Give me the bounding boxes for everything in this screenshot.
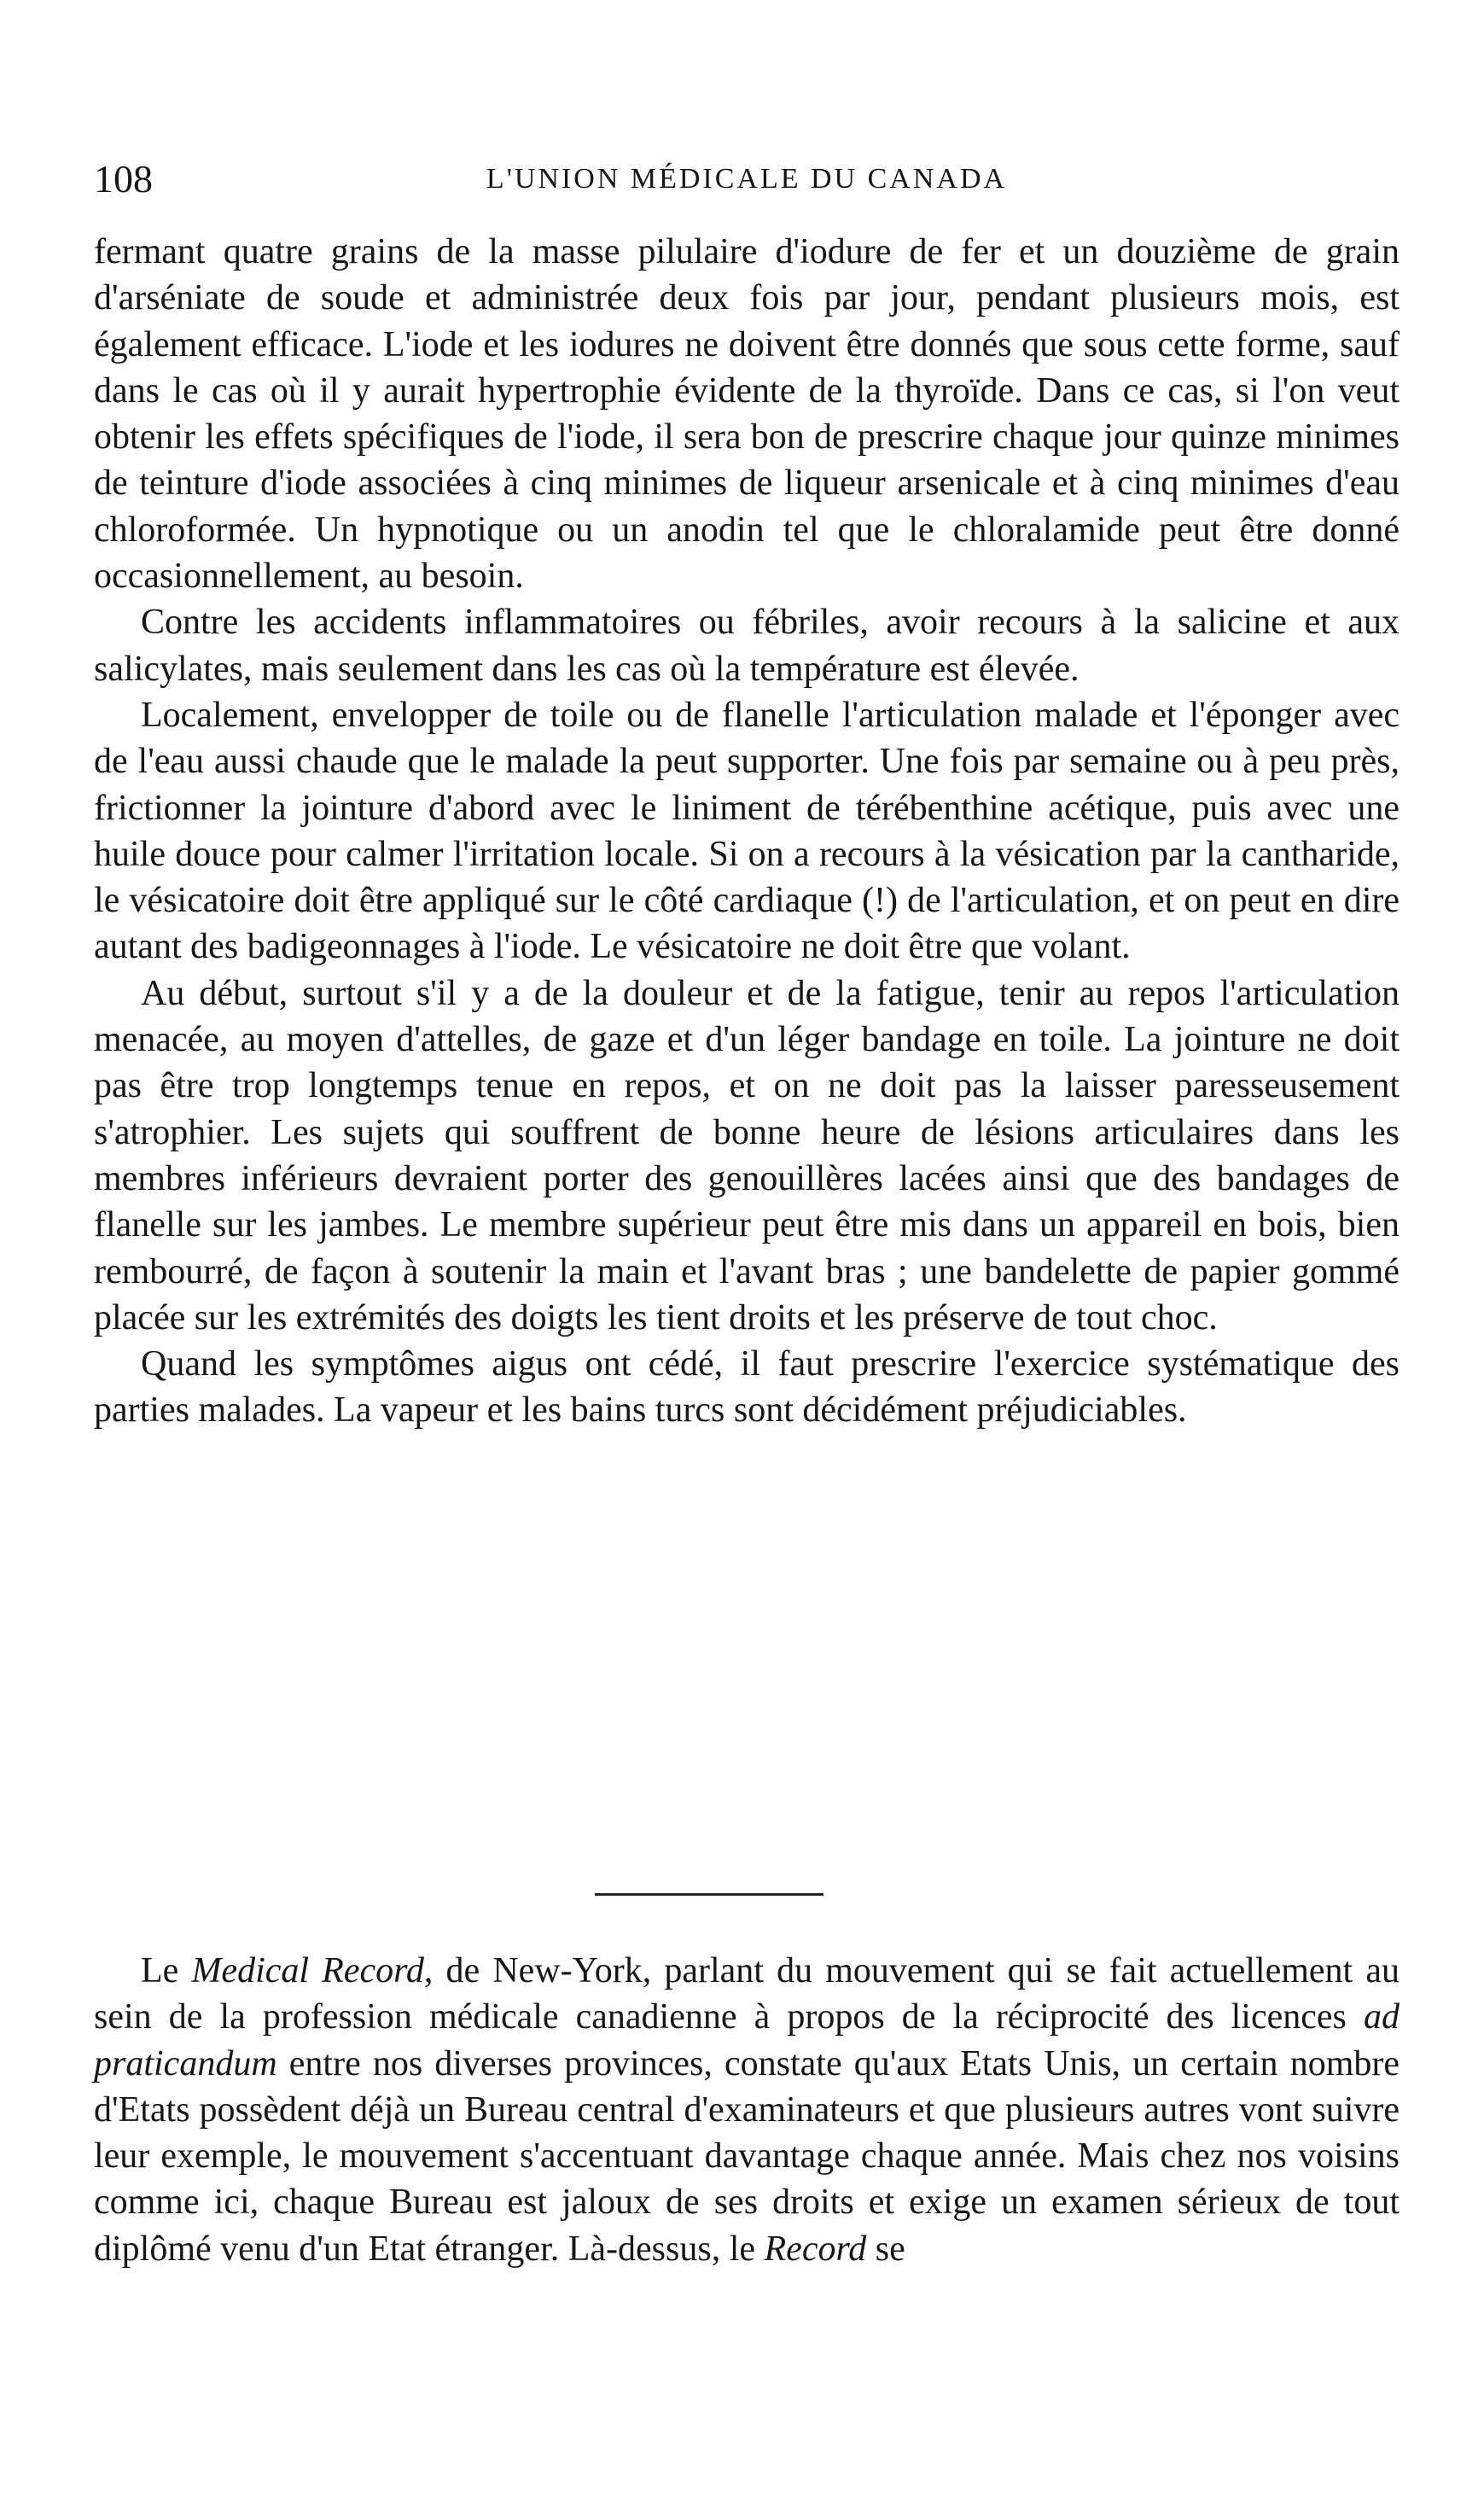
- text-run: entre nos diverses provinces, constate qu'aux Etats Unis, un certain nombre d'Etats possèdent déjà un Bureau central d'examinateurs et que plusieurs autres vont suivre leur exemple, le mouvement s'accentuant davantage chaque année. Mais chez nos voisins comme ici, chaque Bureau est jaloux de ses droits et exige un examen sérieux de tout diplômé venu d'un Etat étranger. Là-dessus, le: [94, 2043, 1400, 2269]
- journal-name-italic: Record: [764, 2229, 867, 2269]
- journal-title: L'UNION MÉDICALE DU CANADA: [486, 163, 1008, 195]
- latin-phrase-italic: ad praticandum: [94, 1997, 1400, 2083]
- journal-name-italic: Medical Record: [191, 1951, 424, 1990]
- text-run: , de New-York, parlant du mouvement qui se fait actuellement au sein de la profession médicale canadienne à propos de la réciprocité des licences: [94, 1951, 1400, 2037]
- running-head: [94, 154, 1400, 205]
- paragraph-rest-treatment: Au début, surtout s'il y a de la douleur et de la fatigue, tenir au repos l'articulation menacée, au moyen d'attelles, de gaze et d'un léger bandage en toile. La jointure ne doit pas être trop longtemps tenue en repos, et on ne doit pas la laisser paresseusement s'atrophier. Les sujets qui souffrent de bonne heure de lésions articulaires dans les membres inférieurs devraient porter des genouillères lacées ainsi que des bandages de flanelle sur les jambes. Le membre supérieur peut être mis dans un appareil en bois, bien rembourré, de façon à soutenir la main et l'avant bras ; une bandelette de papier gommé placée sur les extrémités des doigts les tient droits et les préserve de tout choc.: [94, 973, 1400, 1338]
- article-body: [94, 229, 1400, 1434]
- paragraph-continuation: fermant quatre grains de la masse pilulaire d'iodure de fer et un douzième de grain d'arséniate de soude et administrée deux fois par jour, pendant plusieurs mois, est également efficace. L'iode et les iodures ne doivent être donnés que sous cette forme, sauf dans le cas où il y aurait hypertrophie évidente de la thyroïde. Dans ce cas, si l'on veut obtenir les effets spécifiques de l'iode, il sera bon de prescrire chaque jour quinze minimes de teinture d'iode associées à cinq minimes de liqueur arsenicale et à cinq minimes d'eau chloroformée. Un hypnotique ou un anodin tel que le chloralamide peut être donné occasionnellement, au besoin.: [94, 232, 1400, 597]
- paragraph-local-treatment: Localement, envelopper de toile ou de flanelle l'articulation malade et l'éponger avec de l'eau aussi chaude que le malade la peut supporter. Une fois par semaine ou à peu près, frictionner la jointure d'abord avec le liniment de térébenthine acétique, puis avec une huile douce pour calmer l'irritation locale. Si on a recours à la vésication par la cantharide, le vésicatoire doit être appliqué sur le côté cardiaque (!) de l'articulation, et on peut en dire autant des badigeonnages à l'iode. Le vésicatoire ne doit être que volant.: [94, 695, 1400, 967]
- second-article: [94, 1948, 1400, 2272]
- paragraph-exercise: Quand les symptômes aigus ont cédé, il faut prescrire l'exercice systématique des parties malades. La vapeur et les bains turcs sont décidément préjudiciables.: [94, 1344, 1400, 1431]
- paragraph-fever-treatment: Contre les accidents inflammatoires ou fébriles, avoir recours à la salicine et aux salicylates, mais seulement dans les cas où la température est élevée.: [94, 603, 1400, 689]
- text-run: se: [866, 2229, 905, 2269]
- page-number: 108: [94, 157, 153, 201]
- paragraph-medical-record: [94, 1948, 1400, 2272]
- section-separator-rule: [595, 1893, 823, 1896]
- text-run: Le: [141, 1951, 192, 1990]
